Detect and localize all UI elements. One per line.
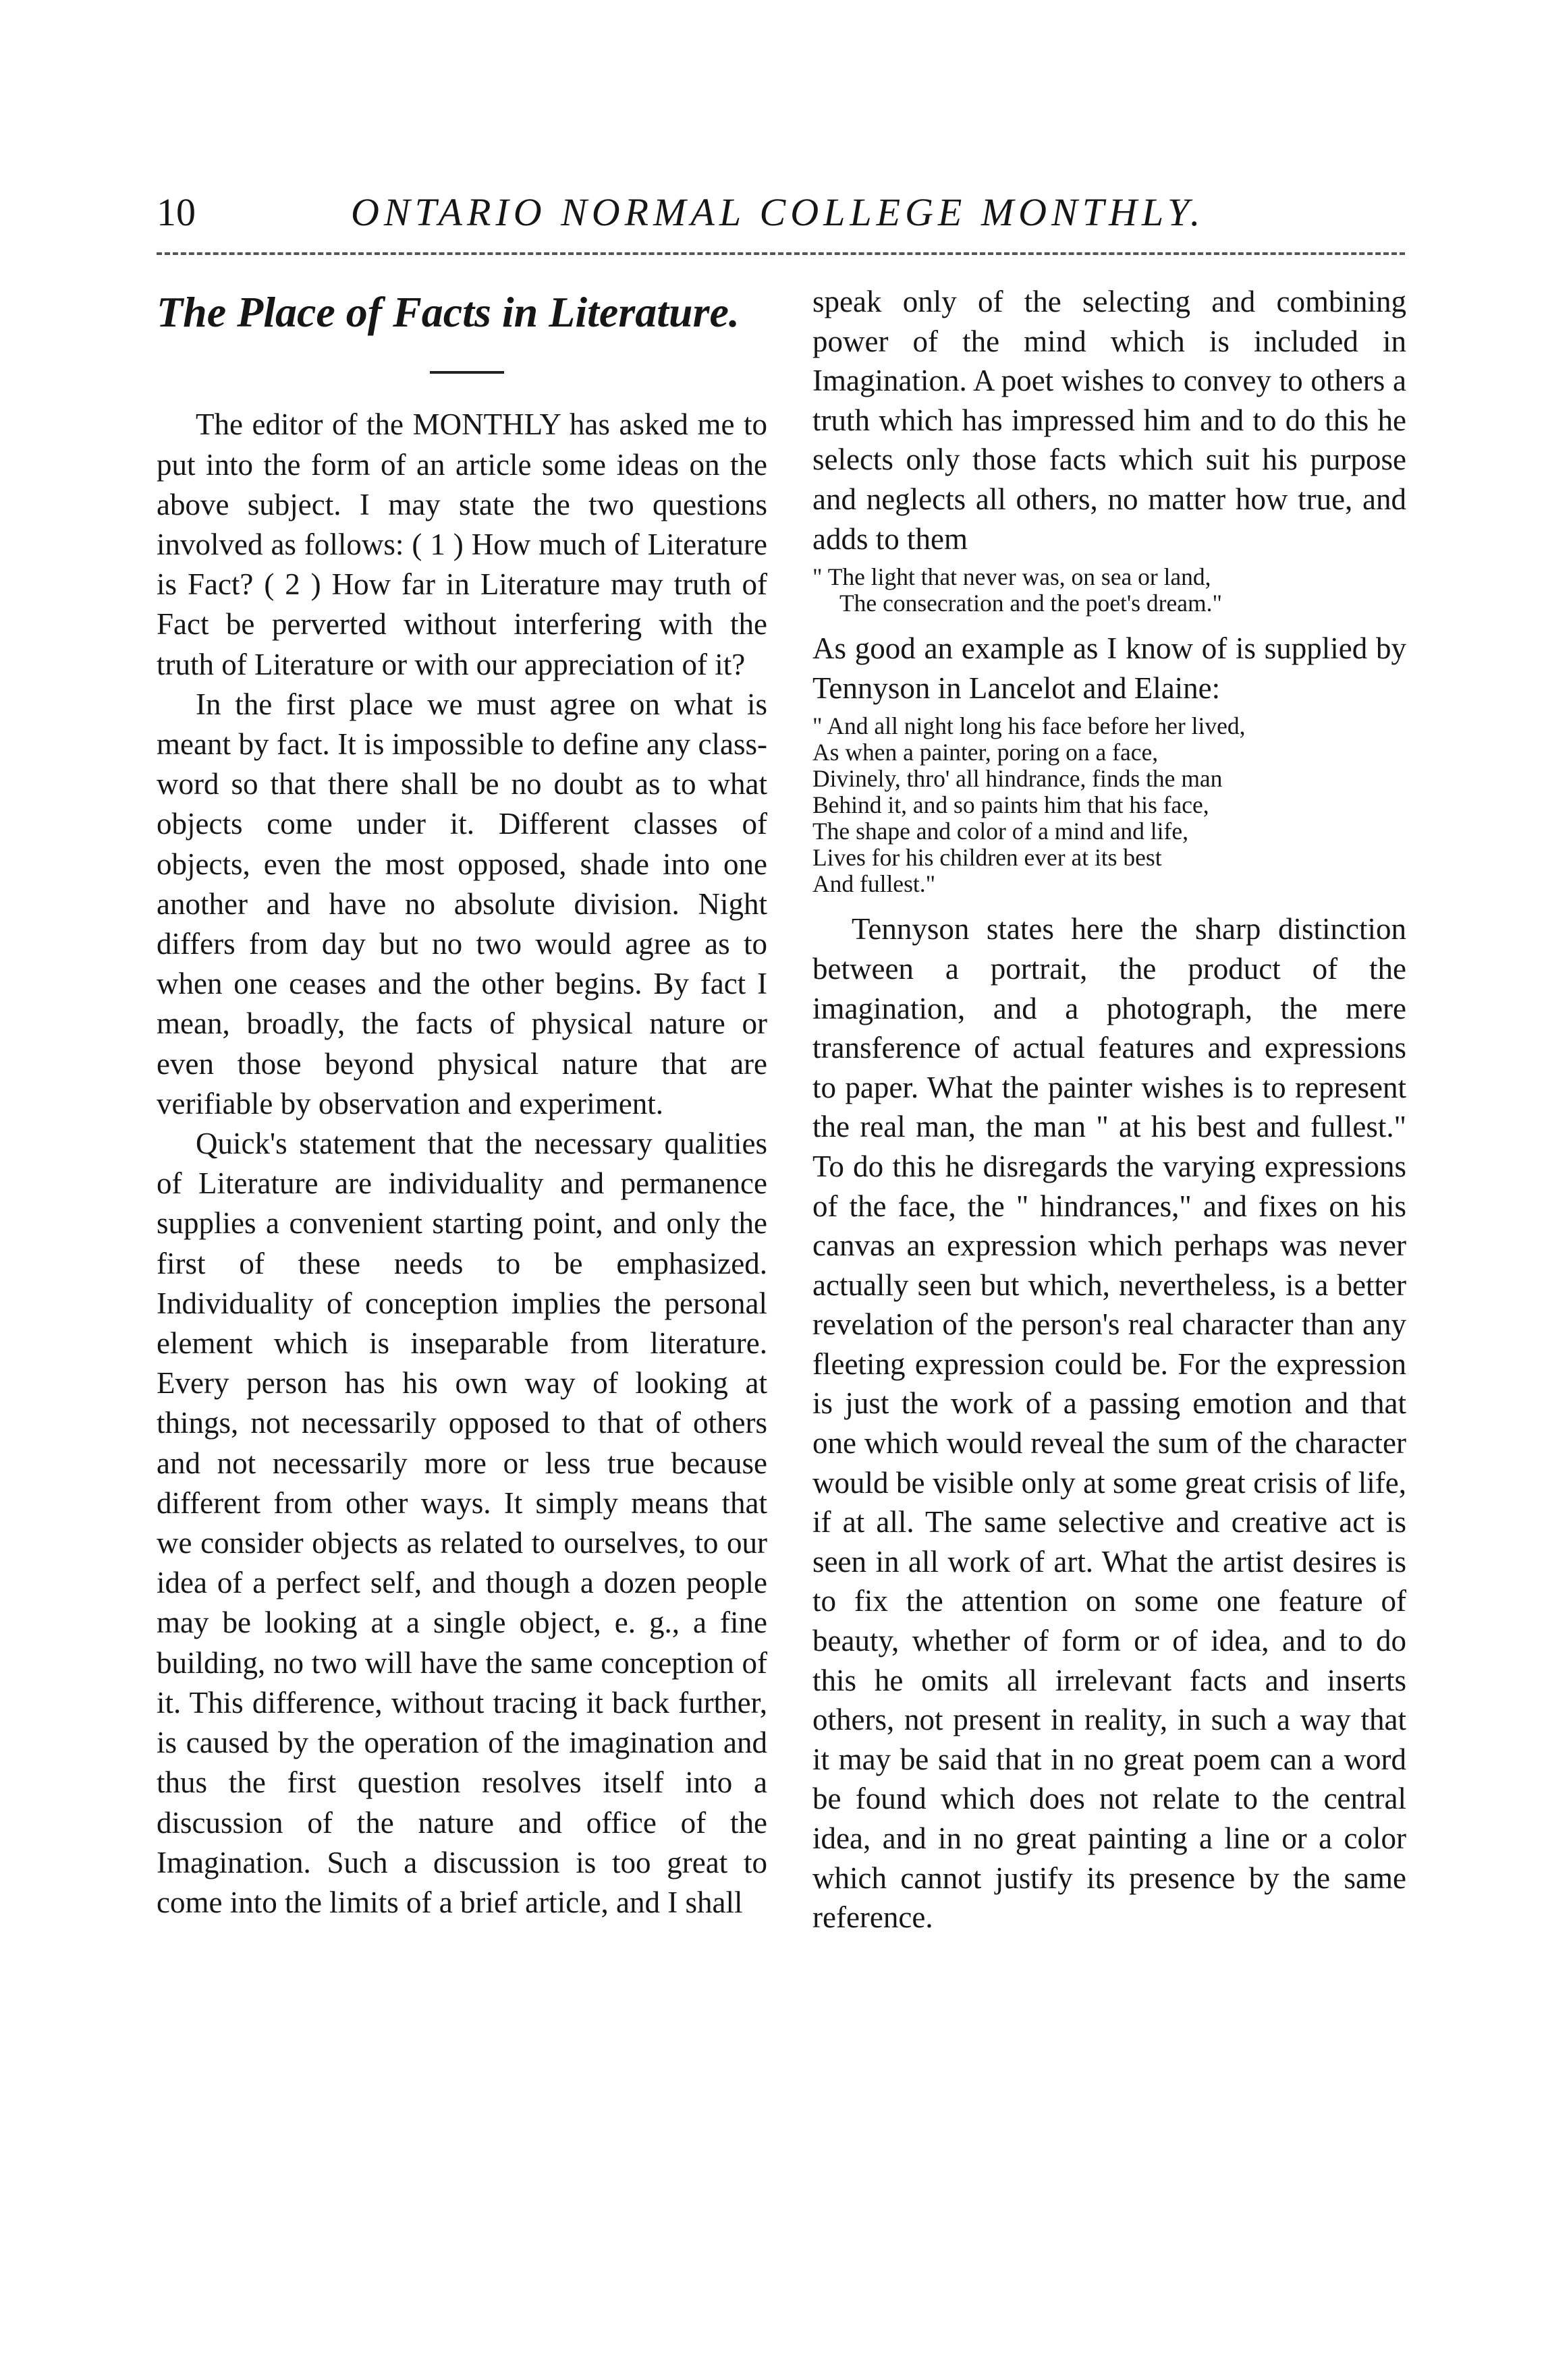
left-column bbox=[157, 282, 767, 1923]
article-title: The Place of Facts in Literature. bbox=[157, 288, 740, 336]
page-number: 10 bbox=[157, 190, 196, 234]
running-head: ONTARIO NORMAL COLLEGE MONTHLY. bbox=[351, 190, 1205, 234]
verse-line: The consecration and the poet's dream." bbox=[839, 590, 1222, 617]
verse-line: As when a painter, poring on a face, bbox=[812, 739, 1159, 766]
right-column bbox=[812, 282, 1406, 1937]
verse-line: " The light that never was, on sea or land, bbox=[812, 563, 1211, 591]
verse-line: Behind it, and so paints him that his face, bbox=[812, 791, 1209, 819]
paragraph-tennyson-example: As good an example as I know of is supplied by Tennyson in Lancelot and Elaine: bbox=[812, 631, 1406, 705]
verse-line: Lives for his children ever at its best bbox=[812, 844, 1162, 872]
paragraph-3: Quick's statement that the necessary qualities of Literature are individuality and permanence supplies a convenient starting point, and only the first of these needs to be emphasized. Individuality of conception implies the personal element which is inseparable from literature. Every person has his own way of looking at things, not necessarily opposed to that of others and not necessarily more or less true because different from other ways. It simply means that we consider objects as related to ourselves, to our idea of a perfect self, and though a dozen people may be looking at a single object, e. g., a fine building, no two will have the same conception of it. This difference, without tracing it back further, is caused by the operation of the imagination and thus the first question resolves itself into a discussion of the nature and office of the Imagination. Such a discussion is too great to come into the limits of a brief article, and I shall bbox=[157, 1127, 767, 1919]
verse-line: And fullest." bbox=[812, 870, 936, 898]
title-rule bbox=[430, 371, 504, 374]
verse-quote-2 bbox=[812, 713, 1406, 897]
paragraph-1: The editor of the MONTHLY has asked me to put into the form of an article some ideas on the above subject. I may state the two questions involved as follows: ( 1 ) How much of Literature is Fact? ( 2 ) How far in Literature may truth of Fact be perverted without interfering with the truth of Literature or with our appreciation of it? bbox=[157, 407, 767, 681]
paragraph-2: In the first place we must agree on what is meant by fact. It is impossible to define any class-word so that there shall be no doubt as to what objects come under it. Different classes of objects, even the most opposed, shade into one another and have no absolute division. Night differs from day but no two would agree as to when one ceases and the other begins. By fact I mean, broadly, the facts of physical nature or even those beyond physical nature that are verifiable by observation and experiment. bbox=[157, 687, 767, 1121]
header-rule bbox=[157, 252, 1405, 255]
verse-quote-1 bbox=[812, 564, 1406, 617]
paragraph-3-continued: speak only of the selecting and combining power of the mind which is included in Imagination. A poet wishes to convey to others a truth which has impressed him and to do this he selects only those facts which suit his purpose and neglects all others, no matter how true, and adds to them bbox=[812, 285, 1406, 556]
verse-line: Divinely, thro' all hindrance, finds the man bbox=[812, 765, 1223, 793]
verse-line: The shape and color of a mind and life, bbox=[812, 818, 1188, 845]
verse-line: " And all night long his face before her lived, bbox=[812, 712, 1246, 740]
paragraph-4: Tennyson states here the sharp distinction between a portrait, the product of the imagination, and a photograph, the mere transference of actual features and expressions to paper. What the painter wishes is to represent the real man, the man " at his best and fullest." To do this he disregards the varying expressions of the face, the " hindrances," and fixes on his canvas an expression which perhaps was never actually seen but which, nevertheless, is a better revelation of the person's real character than any fleeting expression could be. For the expression is just the work of a passing emotion and that one which would reveal the sum of the character would be visible only at some great crisis of life, if at all. The same selective and creative act is seen in all work of art. What the artist desires is to fix the attention on some one feature of beauty, whether of form or of idea, and to do this he omits all irrelevant facts and inserts others, not present in reality, in such a way that it may be said that in no great poem can a word be found which does not relate to the central idea, and in no great painting a line or a color which cannot justify its presence by the same reference. bbox=[812, 912, 1406, 1935]
